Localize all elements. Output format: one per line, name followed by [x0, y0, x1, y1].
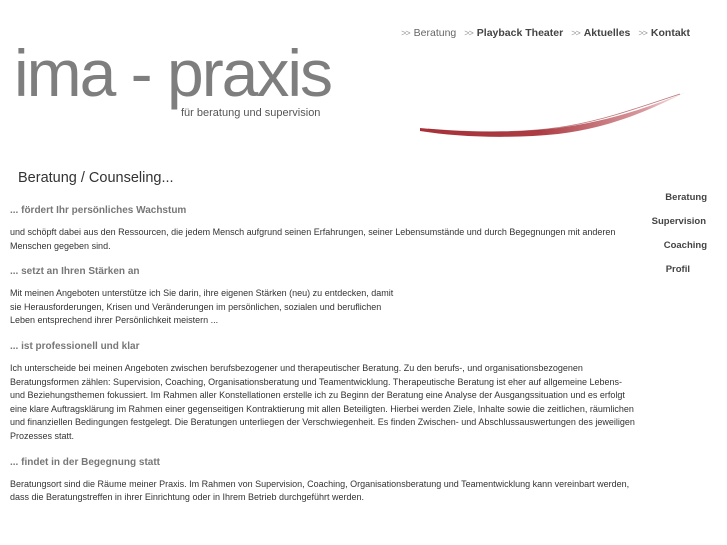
nav-item-label: Kontakt [650, 27, 690, 39]
section-text: Beratungsort sind die Räume meiner Praxis. Im Rahmen von Supervision, Coaching, Organisationsberatung und Teamentwicklung kann vereinbart werden, dass die Beratungstreffen in ihrer Einrichtung oder in Ihrem Betrieb durchgeführt werden. [10, 478, 630, 503]
sidebar-item-beratung[interactable]: Beratung [665, 192, 707, 203]
section-text: und schöpft dabei aus den Ressourcen, die jedem Mensch aufgrund seinen Erfahrungen, seiner Lebensumstände und durch Begegnungen mit anderen Menschen gegeben sind. [10, 227, 616, 251]
page-title: Beratung / Counseling... [18, 170, 174, 186]
nav-item-aktuelles[interactable] [571, 27, 630, 39]
double-chevron-icon: >> [571, 28, 580, 38]
nav-item-playback-theater[interactable] [464, 27, 563, 39]
section-heading: ... setzt an Ihren Stärken an [10, 266, 140, 278]
logo-wordmark: ima - praxis [14, 36, 332, 110]
section-text: Ich unterscheide bei meinen Angeboten zwischen berufsbezogener und therapeutischer Beratung. Zu den berufs-, und organisationsbezogenen Beratungsformen zählen: Supervision, Coaching, Organisationsberatung und Teamentwicklung. Therapeutische Beratung ist eher auf allgemeine Lebens- und Beziehungsthemen fokussiert. Im Rahmen aller Konstellationen erstelle ich zu Beginn der Beratung eine Analyse der Ausgangssituation und es erfolgt eine klare Auftragsklärung im Rahmen einer gegenseitigen Kontraktierung mit allen Beteiligten. Hierbei werden Ziele, Inhalte sowie die zeitlichen, räumlichen und finanziellen Bedingungen festgelegt. Die Beratungen unterliegen der Verschwiegenheit. Es finden Zwischen- und Abschlussauswertungen des jeweiligen Prozesses statt. [10, 362, 635, 441]
double-chevron-icon: >> [464, 28, 473, 38]
sidebar-item-profil[interactable]: Profil [665, 264, 690, 275]
section-heading: ... fördert Ihr persönliches Wachstum [10, 205, 187, 216]
site-logo[interactable] [14, 36, 354, 130]
nav-item-kontakt[interactable] [638, 27, 690, 39]
sidebar-item-supervision[interactable]: Supervision [651, 216, 706, 227]
section-text: Mit meinen Angeboten unterstütze ich Sie darin, ihre eigenen Stärken (neu) zu entdecken, damit sie Herausforderungen, Krisen und Veränderungen im persönlichen, sozialen und beruflichen Leben entsprechend ihrer Persönlichkeit meistern ... [10, 288, 394, 326]
brush-stroke-decoration [418, 88, 688, 140]
sidebar-item-coaching[interactable]: Coaching [663, 240, 707, 251]
nav-item-beratung[interactable] [401, 27, 456, 39]
nav-item-label: Beratung [413, 27, 457, 39]
top-navigation [401, 27, 690, 39]
section-heading: ... findet in der Begegnung statt [10, 456, 160, 468]
nav-item-label: Aktuelles [583, 27, 631, 39]
double-chevron-icon: >> [638, 28, 647, 38]
section-heading: ... ist professionell und klar [10, 340, 140, 352]
nav-item-label: Playback Theater [476, 27, 564, 39]
main-content [10, 170, 635, 518]
logo-tagline: für beratung und supervision [181, 107, 321, 119]
double-chevron-icon: >> [401, 28, 410, 38]
